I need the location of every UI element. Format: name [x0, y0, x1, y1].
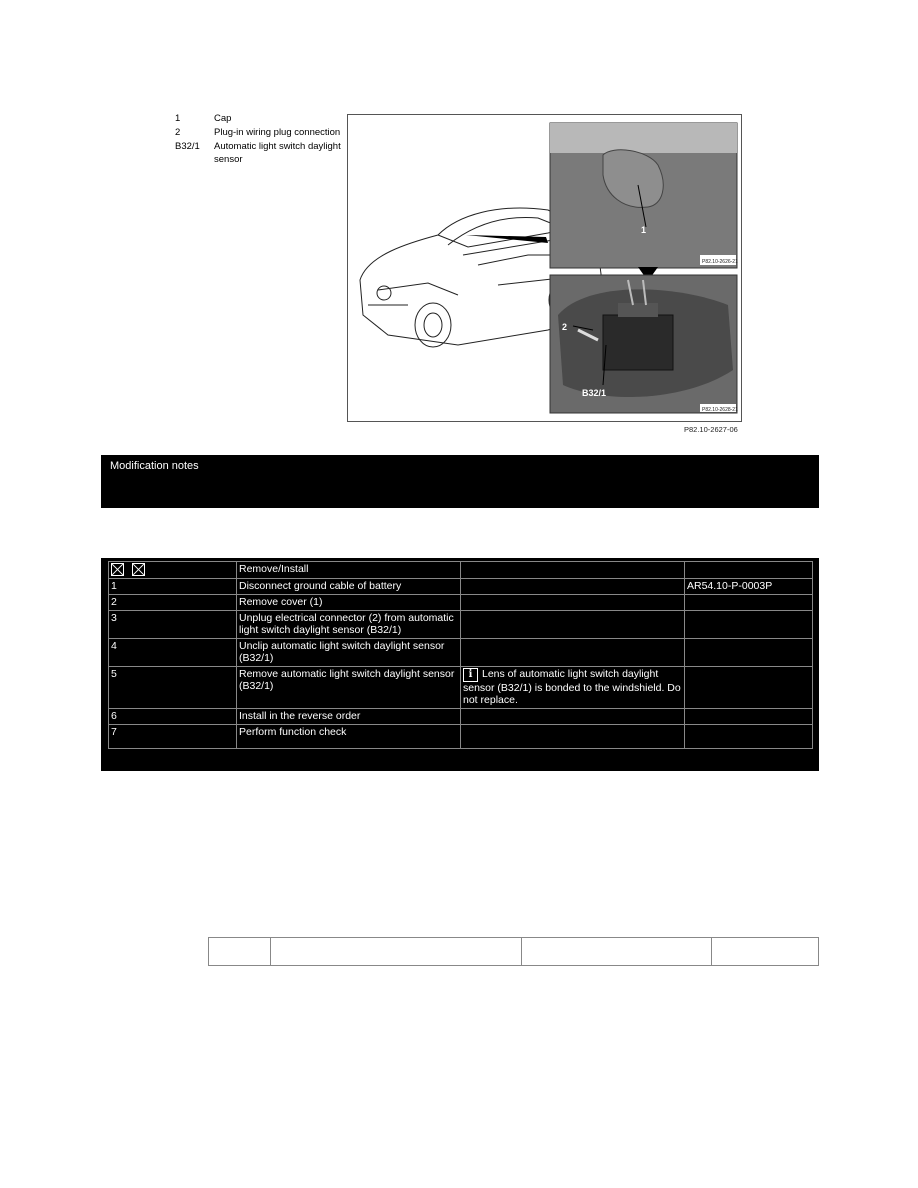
- tool-icons-cell: [109, 562, 237, 579]
- mod-text: Disconnecting ground lead from battery newly included: [271, 938, 522, 966]
- table-row: [109, 709, 813, 725]
- header-note: [461, 562, 685, 579]
- mod-step: Step 1: [521, 938, 711, 966]
- step-number: 7: [109, 725, 237, 749]
- step-reference: [685, 667, 813, 709]
- legend-key: 2: [175, 127, 181, 138]
- remove-tool-icon: [111, 563, 124, 576]
- step-note: [461, 595, 685, 611]
- figure-caption: P82.10-2627-06: [684, 425, 738, 434]
- legend-item: [175, 126, 345, 139]
- step-note: [461, 725, 685, 749]
- svg-text:P82.10-2626-21: P82.10-2626-21: [702, 259, 738, 265]
- header-ref: [685, 562, 813, 579]
- mod-date: 11.4.03: [209, 938, 271, 966]
- step-reference: [685, 611, 813, 639]
- car-and-sensor-illustration: [348, 115, 741, 421]
- mod-extra: [711, 938, 818, 966]
- svg-text:1: 1: [641, 225, 647, 235]
- pointer-line: [466, 235, 548, 243]
- figure-legend: [175, 112, 345, 167]
- step-number: 6: [109, 709, 237, 725]
- step-reference-link[interactable]: AR54.10-P-0003P: [685, 579, 813, 595]
- step-number: 3: [109, 611, 237, 639]
- step-note: [461, 639, 685, 667]
- svg-text:B32/1: B32/1: [582, 388, 607, 398]
- step-reference: [685, 725, 813, 749]
- header-label: Remove/Install: [237, 562, 461, 579]
- photo-sensor-connector: [550, 275, 738, 413]
- step-reference: [685, 639, 813, 667]
- table-row: [109, 611, 813, 639]
- step-note: [461, 709, 685, 725]
- remove-install-grid: [108, 561, 813, 749]
- step-action: Unclip automatic light switch daylight sensor (B32/1): [237, 639, 461, 667]
- step-action: Install in the reverse order: [237, 709, 461, 725]
- table-row: [109, 639, 813, 667]
- step-action: Perform function check: [237, 725, 461, 749]
- step-number: 4: [109, 639, 237, 667]
- legend-text: Automatic light switch daylight sensor: [214, 141, 341, 165]
- step-note: [461, 579, 685, 595]
- info-icon: i: [463, 668, 478, 682]
- table-row: [109, 579, 813, 595]
- photo-sensor-cap: [550, 123, 738, 268]
- step-reference: [685, 709, 813, 725]
- step-note: Lens of automatic light switch daylight sensor (B32/1) is bonded to the windshield. Do not replace.: [463, 668, 681, 706]
- step-action: Remove automatic light switch daylight sensor (B32/1): [237, 667, 461, 709]
- remove-install-table: [101, 558, 819, 771]
- table-header-row: [109, 562, 813, 579]
- step-action: Unplug electrical connector (2) from automatic light switch daylight sensor (B32/1): [237, 611, 461, 639]
- svg-text:2: 2: [562, 322, 568, 332]
- modification-notes-grid: [208, 937, 819, 966]
- table-row: [209, 938, 819, 966]
- step-action: Remove cover (1): [237, 595, 461, 611]
- step-note-cell: [461, 667, 685, 709]
- table-row: [109, 667, 813, 709]
- step-number: 1: [109, 579, 237, 595]
- table-row: [109, 725, 813, 749]
- legend-item: [175, 140, 345, 166]
- step-number: 5: [109, 667, 237, 709]
- step-number: 2: [109, 595, 237, 611]
- legend-key: B32/1: [175, 141, 200, 152]
- modification-notes-title: Modification notes: [110, 460, 199, 472]
- step-reference: [685, 595, 813, 611]
- table-row: [109, 595, 813, 611]
- step-action: Disconnect ground cable of battery: [237, 579, 461, 595]
- legend-text: Plug-in wiring plug connection: [214, 127, 341, 138]
- legend-key: 1: [175, 113, 181, 124]
- legend-item: [175, 112, 345, 125]
- legend-text: Cap: [214, 113, 232, 124]
- illustration-figure: [347, 114, 742, 422]
- step-note: [461, 611, 685, 639]
- svg-text:P82.10-2628-21: P82.10-2628-21: [702, 407, 738, 413]
- install-tool-icon: [132, 563, 145, 576]
